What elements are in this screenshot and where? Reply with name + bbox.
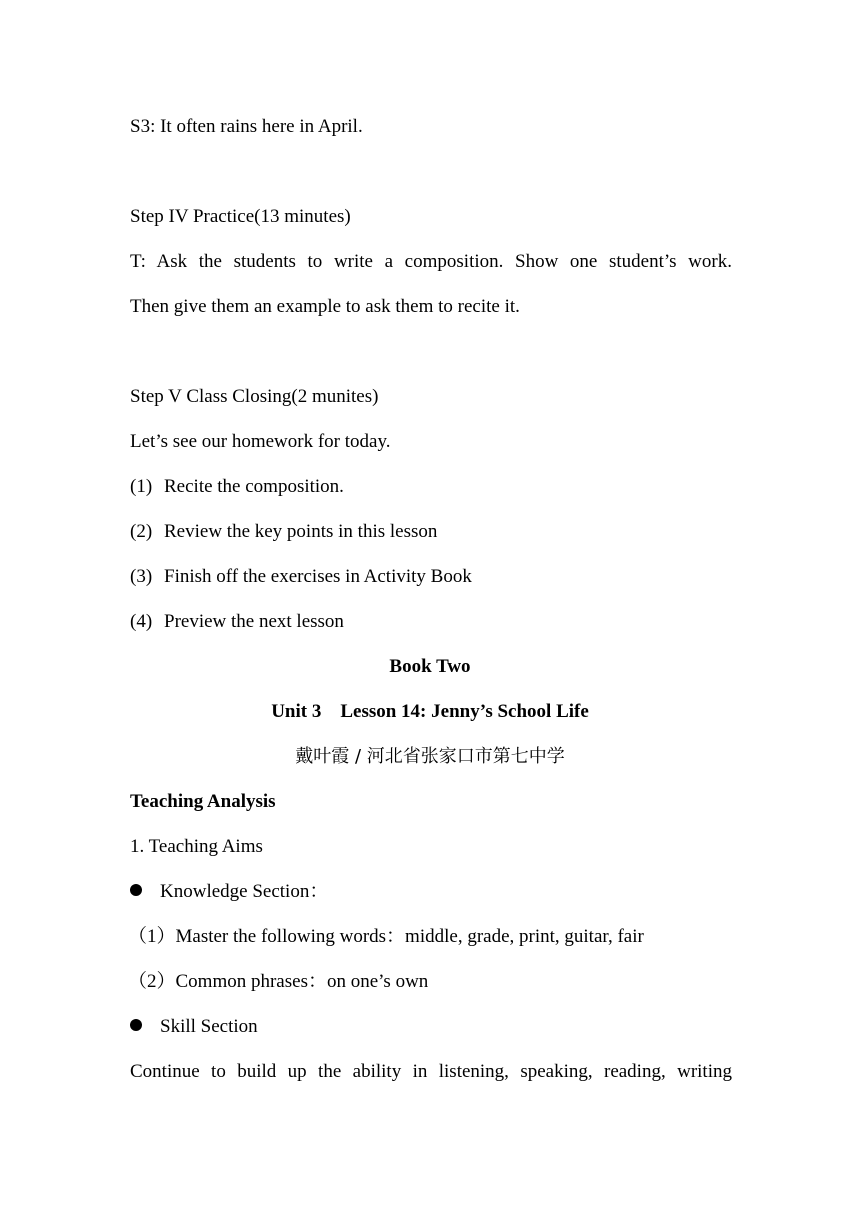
step-v-heading: Step V Class Closing(2 munites)	[130, 386, 379, 407]
homework-item-text: Finish off the exercises in Activity Book	[164, 566, 472, 587]
homework-item	[130, 610, 732, 634]
knowledge-point-1: （1）Master the following words：middle, grade, print, guitar, fair	[128, 926, 644, 947]
teaching-analysis-heading: Teaching Analysis	[130, 791, 276, 812]
unit-lesson-title: Unit 3 Lesson 14: Jenny’s School Life	[271, 701, 589, 722]
homework-item-text: Preview the next lesson	[164, 611, 344, 632]
homework-item	[130, 520, 732, 544]
step-iv-heading: Step IV Practice(13 minutes)	[130, 206, 351, 227]
bullet-icon	[130, 884, 142, 896]
knowledge-point-2: （2）Common phrases：on one’s own	[128, 971, 429, 992]
book-title: Book Two	[389, 656, 471, 677]
homework-item-number: (2)	[130, 521, 153, 542]
homework-item-text: Review the key points in this lesson	[164, 521, 438, 542]
skill-section-label: Skill Section	[160, 1016, 258, 1037]
homework-item-text: Recite the composition.	[164, 476, 344, 497]
skill-section-item	[130, 1015, 732, 1039]
homework-item	[130, 475, 732, 499]
homework-item-number: (3)	[130, 566, 153, 587]
knowledge-section-item	[130, 880, 732, 904]
bullet-icon	[130, 1019, 142, 1031]
step-iv-paragraph-line-1: T: Ask the students to write a composition. Show one student’s work.	[130, 251, 732, 272]
knowledge-section-label: Knowledge Section：	[160, 881, 329, 902]
step-iv-paragraph-line-2: Then give them an example to ask them to recite it.	[130, 296, 520, 317]
homework-item-number: (1)	[130, 476, 153, 497]
homework-item	[130, 565, 732, 589]
author-line: 戴叶霞 / 河北省张家口市第七中学	[295, 746, 565, 767]
homework-intro: Let’s see our homework for today.	[130, 431, 391, 452]
teaching-aims-heading: 1. Teaching Aims	[130, 836, 263, 857]
skill-paragraph-line-1: Continue to build up the ability in listening, speaking, reading, writing	[130, 1061, 732, 1082]
homework-item-number: (4)	[130, 611, 153, 632]
dialogue-line-s3: S3: It often rains here in April.	[130, 116, 363, 137]
